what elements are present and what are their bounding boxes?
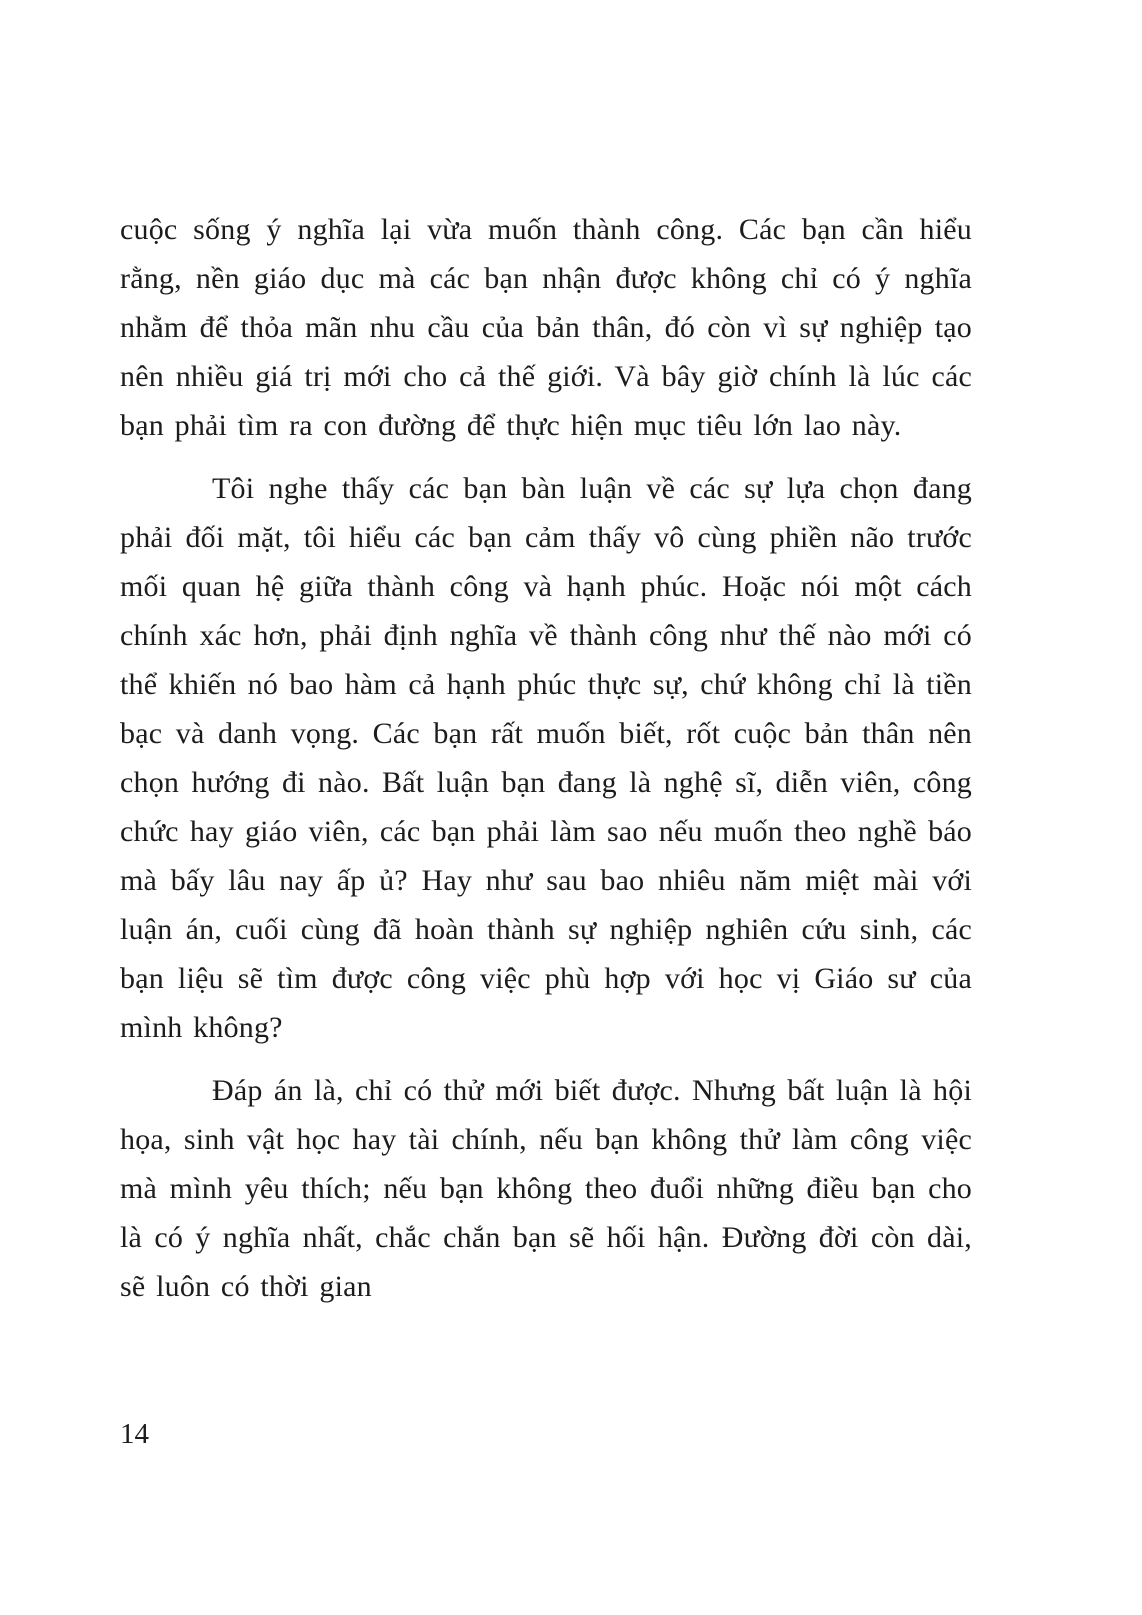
page-number: 14	[120, 1418, 149, 1450]
paragraph-continuation: cuộc sống ý nghĩa lại vừa muốn thành công. Các bạn cần hiểu rằng, nền giáo dục mà các bạn nhận được không chỉ có ý nghĩa nhằm để thỏa mãn nhu cầu của bản thân, đó còn vì sự nghiệp tạo nên nhiều giá trị mới cho cả thế giới. Và bây giờ chính là lúc các bạn phải tìm ra con đường để thực hiện mục tiêu lớn lao này.	[120, 213, 972, 442]
paragraph: Tôi nghe thấy các bạn bàn luận về các sự lựa chọn đang phải đối mặt, tôi hiểu các bạn cảm thấy vô cùng phiền não trước mối quan hệ giữa thành công và hạnh phúc. Hoặc nói một cách chính xác hơn, phải định nghĩa về thành công như thế nào mới có thể khiến nó bao hàm cả hạnh phúc thực sự, chứ không chỉ là tiền bạc và danh vọng. Các bạn rất muốn biết, rốt cuộc bản thân nên chọn hướng đi nào. Bất luận bạn đang là nghệ sĩ, diễn viên, công chức hay giáo viên, các bạn phải làm sao nếu muốn theo nghề báo mà bấy lâu nay ấp ủ? Hay như sau bao nhiêu năm miệt mài với luận án, cuối cùng đã hoàn thành sự nghiệp nghiên cứu sinh, các bạn liệu sẽ tìm được công việc phù hợp với học vị Giáo sư của mình không?	[120, 472, 972, 1044]
paragraph: Đáp án là, chỉ có thử mới biết được. Nhưng bất luận là hội họa, sinh vật học hay tài chính, nếu bạn không thử làm công việc mà mình yêu thích; nếu bạn không theo đuổi những điều bạn cho là có ý nghĩa nhất, chắc chắn bạn sẽ hối hận. Đường đời còn dài, sẽ luôn có thời gian	[120, 1074, 972, 1303]
